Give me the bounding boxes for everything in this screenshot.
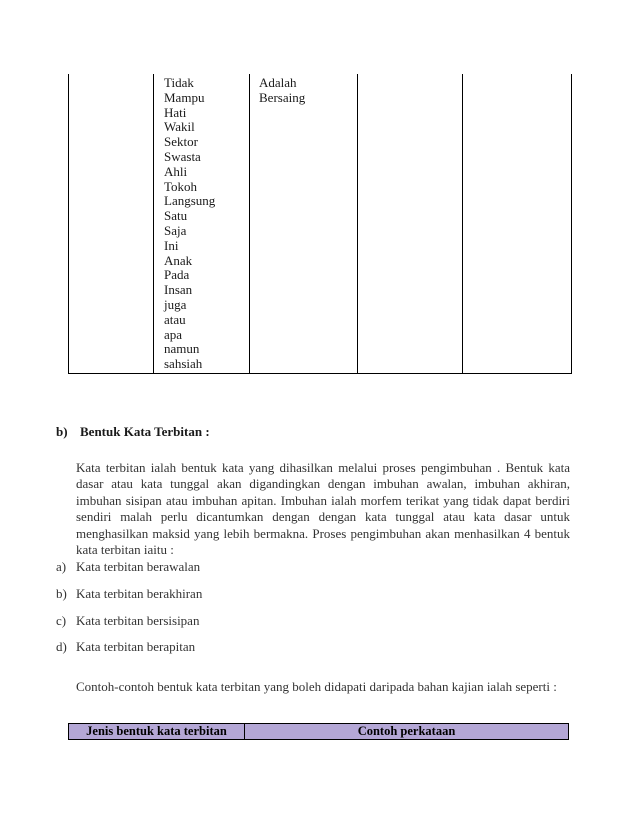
- table-divider: [153, 74, 154, 373]
- example-table-header: [68, 723, 569, 740]
- word-cell: Ini: [164, 237, 179, 253]
- header-cell-jenis: Jenis bentuk kata terbitan: [69, 724, 245, 739]
- section-marker: b): [56, 424, 68, 439]
- contoh-text: Contoh-contoh bentuk kata terbitan yang boleh didapati daripada bahan kajian ialah seperti :: [76, 679, 557, 694]
- list-text: Kata terbitan berapitan: [76, 639, 196, 654]
- word-cell: Bersaing: [259, 89, 306, 105]
- word-cell: Swasta: [164, 148, 201, 164]
- list-text: Kata terbitan bersisipan: [76, 613, 200, 628]
- word-cell: Wakil: [164, 119, 195, 135]
- list-marker: c): [56, 613, 67, 628]
- list-item: [56, 613, 199, 629]
- list-item: [56, 586, 202, 602]
- list-item: [56, 559, 200, 575]
- word-cell: Tokoh: [164, 178, 198, 194]
- word-cell: Insan: [164, 282, 193, 298]
- word-cell: Hati: [164, 104, 187, 120]
- section-title: Bentuk Kata Terbitan :: [80, 424, 210, 439]
- words-column: [164, 76, 215, 372]
- word-cell: Langsung: [164, 193, 216, 209]
- word-cell: juga: [164, 296, 187, 312]
- word-cell: Anak: [164, 252, 193, 268]
- word-cell: Ahli: [164, 163, 188, 179]
- word-cell: sahsiah: [164, 356, 203, 372]
- list-marker: a): [56, 559, 67, 574]
- word-cell: Adalah: [259, 75, 297, 90]
- word-cell: Tidak: [164, 75, 194, 90]
- header-cell-contoh: Contoh perkataan: [357, 724, 456, 738]
- body-paragraph: Kata terbitan ialah bentuk kata yang dihasilkan melalui proses pengimbuhan . Bentuk kata dasar atau kata tunggal akan digandingkan dengan imbuhan awalan, imbuhan akhiran, imbuhan sisipan atau imbuhan apitan. Imbuhan ialah morfem terikat yang tidak dapat berdiri sendiri malah perlu dicantumkan dengan dengan kata tunggal atau kata dasar untuk menghasilkan maksid yang lebih bermakna. Proses pengimbuhan akan menhasilkan 4 bentuk kata terbitan iaitu :: [76, 460, 570, 558]
- word-cell: Mampu: [164, 89, 205, 105]
- list-text: Kata terbitan berawalan: [76, 559, 201, 574]
- word-cell: Pada: [164, 267, 190, 283]
- word-cell: Sektor: [164, 134, 198, 150]
- table-divider: [462, 74, 463, 373]
- word-cell: apa: [164, 326, 183, 342]
- list-marker: d): [56, 639, 67, 654]
- word-cell: atau: [164, 311, 186, 327]
- other-words-column: [259, 76, 305, 106]
- list-marker: b): [56, 586, 67, 601]
- word-table-continuation: [68, 74, 572, 374]
- table-divider: [249, 74, 250, 373]
- word-cell: namun: [164, 341, 200, 357]
- table-divider: [357, 74, 358, 373]
- list-item: [56, 639, 195, 655]
- word-cell: Saja: [164, 222, 187, 238]
- word-cell: Satu: [164, 208, 188, 224]
- section-heading: [56, 424, 210, 440]
- list-text: Kata terbitan berakhiran: [76, 586, 203, 601]
